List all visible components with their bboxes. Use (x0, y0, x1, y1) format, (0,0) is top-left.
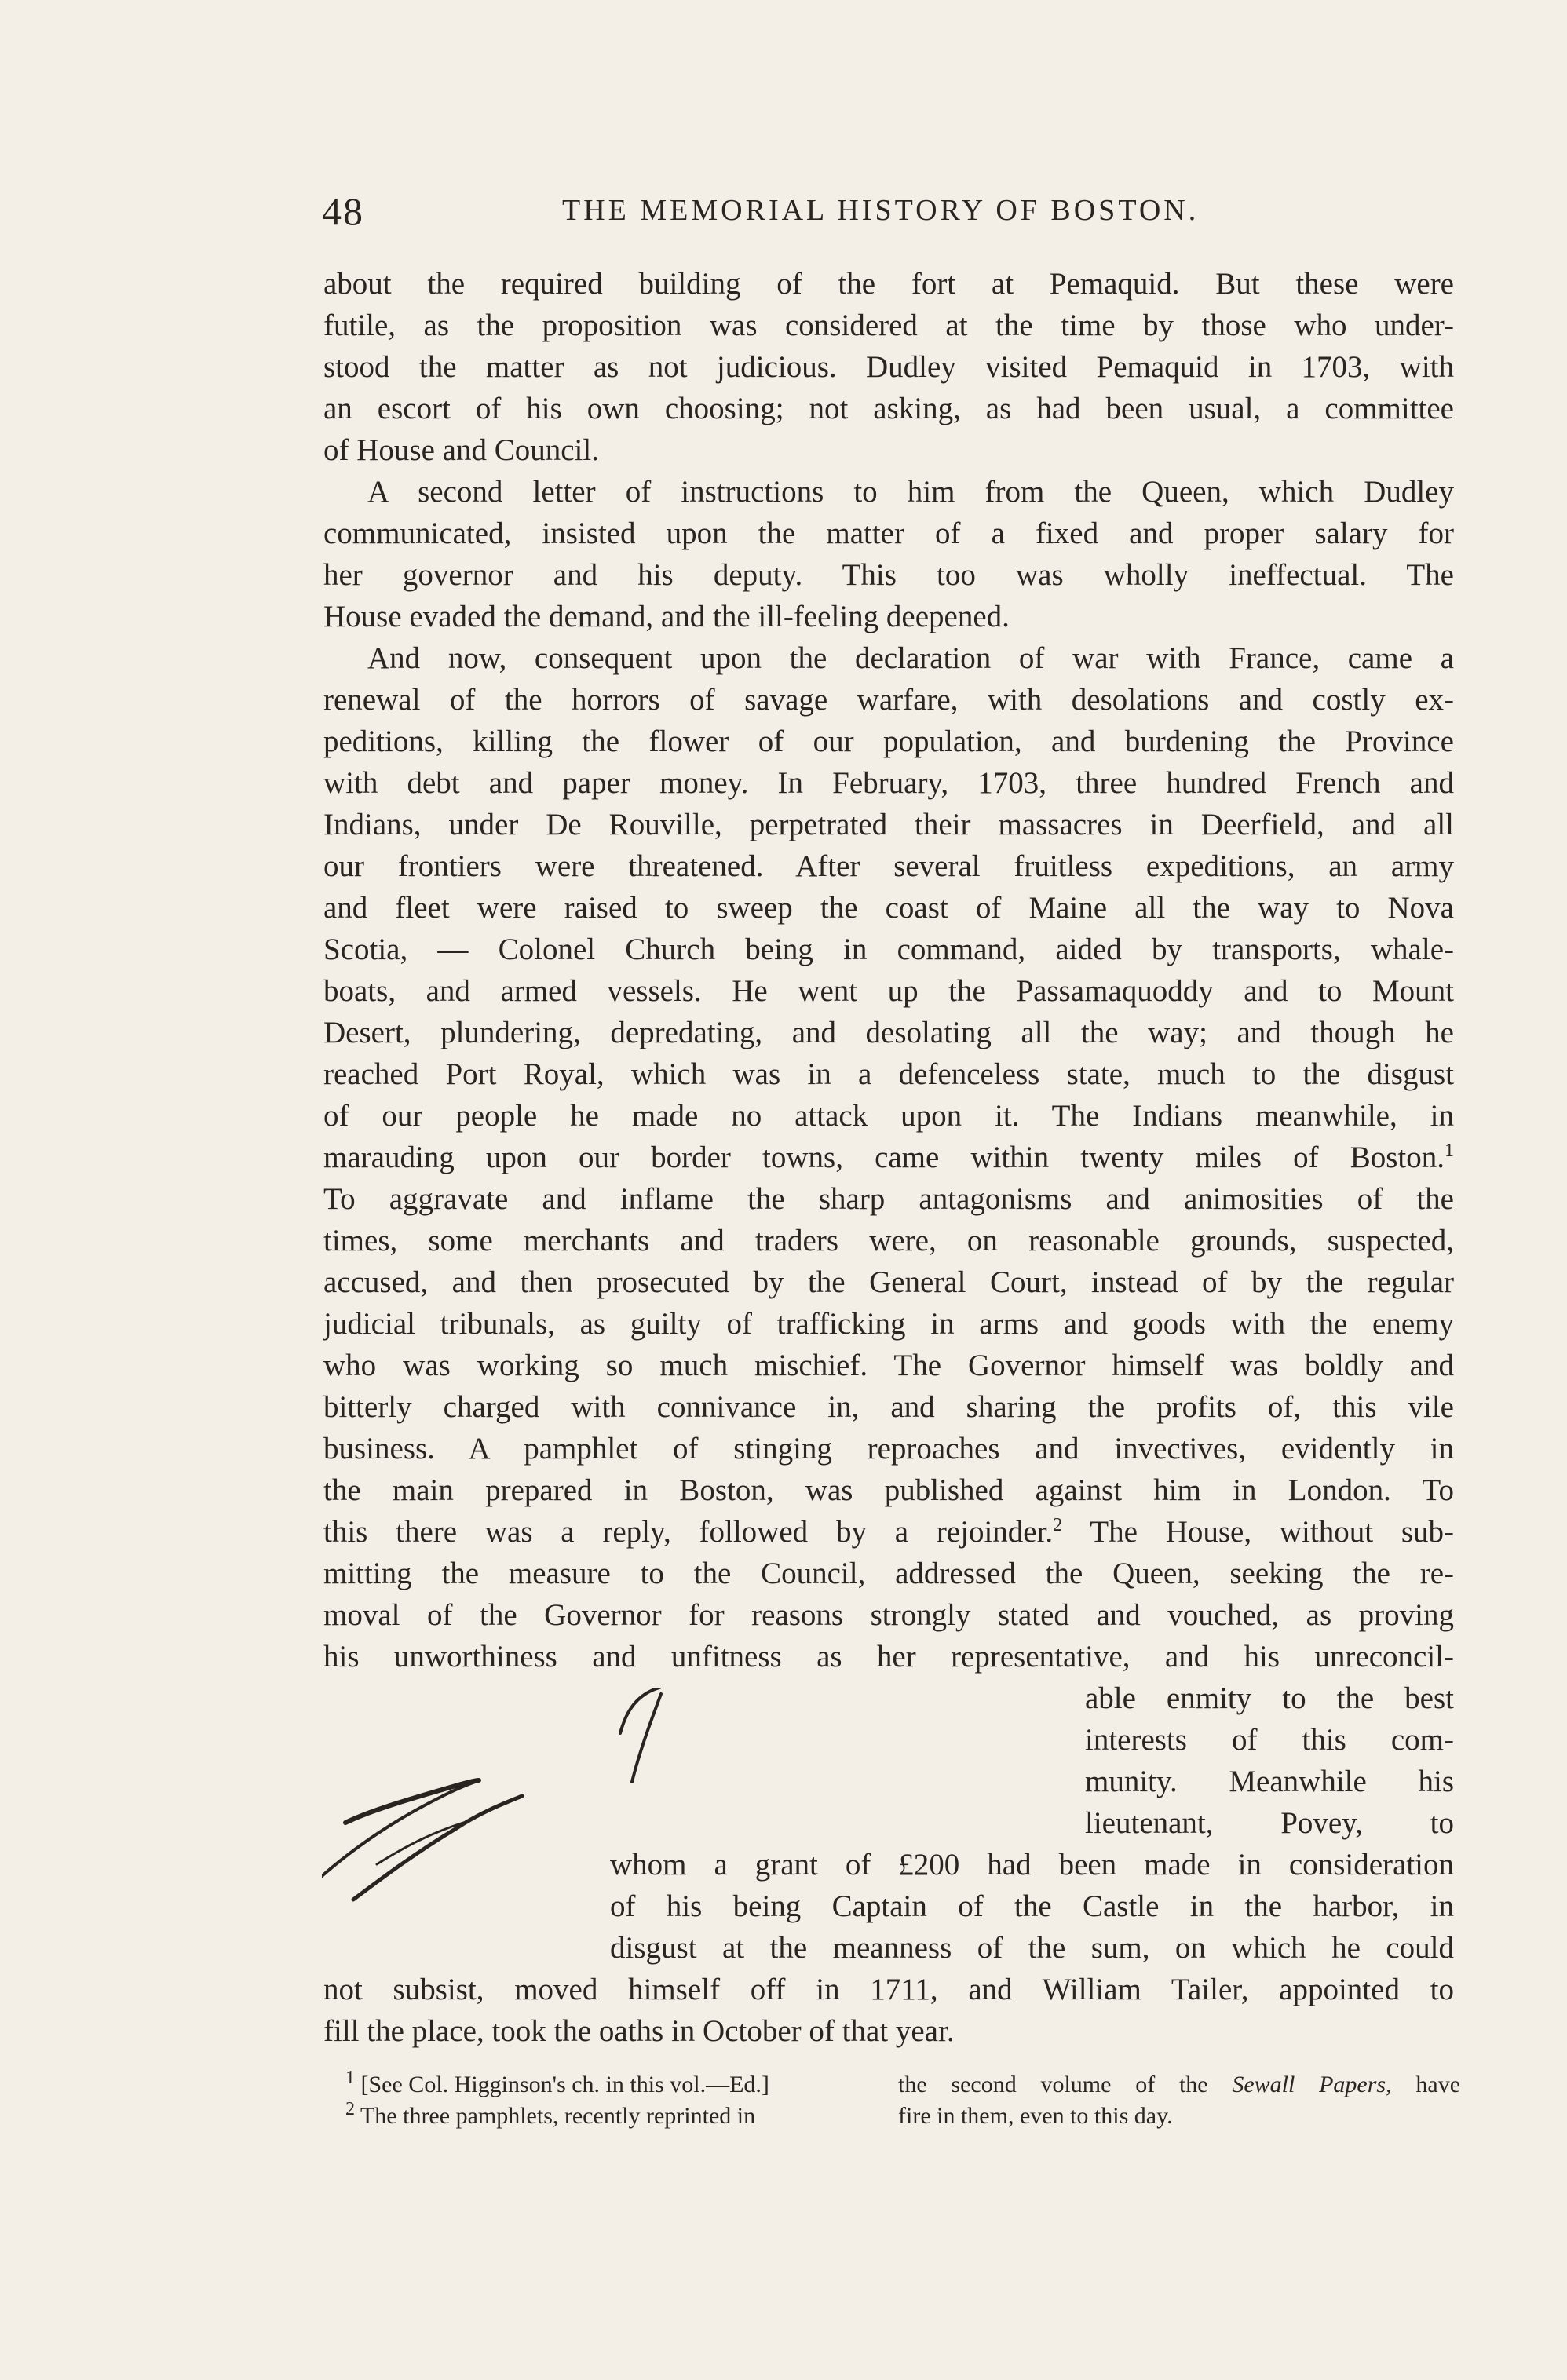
text-line: House evaded the demand, and the ill-feeling deepened. (323, 600, 1010, 633)
text-line: Scotia, — Colonel Church being in command, aided by transports, whale- (323, 933, 1454, 966)
text-line: munity. Meanwhile his (1085, 1765, 1454, 1798)
line-text: The House, without sub- (1090, 1515, 1454, 1549)
text-line: business. A pamphlet of stinging reproaches and invectives, evidently in (323, 1432, 1454, 1466)
text-line: of his being Captain of the Castle in the harbor, in (610, 1889, 1454, 1923)
text-line: boats, and armed vessels. He went up the Passamaquoddy and to Mount (323, 974, 1454, 1008)
text-line: judicial tribunals, as guilty of trafficking in arms and goods with the enemy (323, 1307, 1454, 1341)
text-line: lieutenant, Povey, to (1085, 1806, 1454, 1840)
text-line: with debt and paper money. In February, 1703, three hundred French and (323, 766, 1454, 800)
text-line: an escort of his own choosing; not asking, as had been usual, a committee (323, 392, 1454, 425)
text-line (323, 1511, 1454, 1553)
footnote-2-cont-a: the second volume of the (898, 2072, 1208, 2097)
text-line: Indians, under De Rouville, perpetrated their massacres in Deerfield, and all (323, 808, 1454, 841)
footnote-marker-2: 2 (345, 2101, 355, 2119)
text-line: interests of this com- (1085, 1723, 1454, 1757)
footnote-column-right (898, 2069, 1460, 2132)
text-line: bitterly charged with connivance in, and sharing the profits of, this vile (323, 1390, 1454, 1424)
text-line: and fleet were raised to sweep the coast of Maine all the way to Nova (323, 891, 1454, 925)
text-line (323, 1137, 1454, 1178)
footnote-column-left (345, 2069, 895, 2132)
text-line: peditions, killing the flower of our population, and burdening the Province (323, 725, 1454, 758)
text-line: communicated, insisted upon the matter of a fixed and proper salary for (323, 517, 1454, 550)
text-line: fill the place, took the oaths in October of that year. (323, 2014, 955, 2048)
footnote-1-text: [See Col. Higginson's ch. in this vol.—Ed.] (360, 2072, 769, 2097)
text-line: her governor and his deputy. This too was wholly ineffectual. The (323, 558, 1454, 592)
text-line: of our people he made no attack upon it. The Indians meanwhile, in (323, 1099, 1454, 1133)
text-line: the main prepared in Boston, was published against him in London. To (323, 1473, 1454, 1507)
text-line: our frontiers were threatened. After several fruitless expeditions, an army (323, 849, 1454, 883)
footnote-ref-1: 1 (1445, 1141, 1454, 1161)
text-line: his unworthiness and unfitness as her representative, and his unreconcil- (323, 1640, 1454, 1674)
page-number: 48 (322, 189, 364, 233)
line-text: this there was a reply, followed by a rejoinder. (323, 1515, 1054, 1549)
footnote-2-text: The three pamphlets, recently reprinted in (360, 2103, 756, 2129)
text-line: times, some merchants and traders were, on reasonable grounds, suspected, (323, 1224, 1454, 1258)
text-line: A second letter of instructions to him from the Queen, which Dudley (367, 475, 1454, 509)
text-line: Desert, plundering, depredating, and desolating all the way; and though he (323, 1016, 1454, 1049)
text-line: And now, consequent upon the declaration of war with France, came a (367, 641, 1454, 675)
text-line: who was working so much mischief. The Governor himself was boldly and (323, 1349, 1454, 1382)
signature-facsimile (322, 1688, 1076, 1955)
text-line: reached Port Royal, which was in a defenceless state, much to the disgust (323, 1057, 1454, 1091)
page-header (0, 182, 1567, 237)
text-line: whom a grant of £200 had been made in consideration (610, 1848, 1454, 1882)
text-line: futile, as the proposition was considered at the time by those who under- (323, 308, 1454, 342)
text-line: disgust at the meanness of the sum, on which he could (610, 1931, 1454, 1965)
footnote-2-continued-line2: fire in them, even to this day. (898, 2103, 1173, 2129)
footnote-2-continued (898, 2069, 1460, 2101)
signature-image (322, 1688, 1076, 1955)
text-line: moval of the Governor for reasons strongly stated and vouched, as proving (323, 1598, 1454, 1632)
footnote-ref-2: 2 (1053, 1515, 1063, 1535)
text-line: of House and Council. (323, 433, 599, 467)
text-line: about the required building of the fort at Pemaquid. But these were (323, 267, 1454, 301)
footnote-2-cont-b: have (1415, 2072, 1460, 2097)
running-title: THE MEMORIAL HISTORY OF BOSTON. (562, 194, 1200, 227)
text-line: mitting the measure to the Council, addressed the Queen, seeking the re- (323, 1557, 1454, 1590)
footnote-2-title: Sewall Papers, (1232, 2072, 1392, 2097)
text-line: To aggravate and inflame the sharp antagonisms and animosities of the (323, 1182, 1454, 1216)
footnote-1 (345, 2069, 895, 2101)
text-line: stood the matter as not judicious. Dudley visited Pemaquid in 1703, with (323, 350, 1454, 384)
text-line: not subsist, moved himself off in 1711, and William Tailer, appointed to (323, 1973, 1454, 2006)
text-line: accused, and then prosecuted by the General Court, instead of by the regular (323, 1265, 1454, 1299)
footnote-marker-1: 1 (345, 2069, 355, 2088)
footnote-2 (345, 2101, 895, 2132)
text-line: renewal of the horrors of savage warfare, with desolations and costly ex- (323, 683, 1454, 717)
line-text: marauding upon our border towns, came within twenty miles of Boston. (323, 1141, 1445, 1174)
text-line: able enmity to the best (1085, 1681, 1454, 1715)
